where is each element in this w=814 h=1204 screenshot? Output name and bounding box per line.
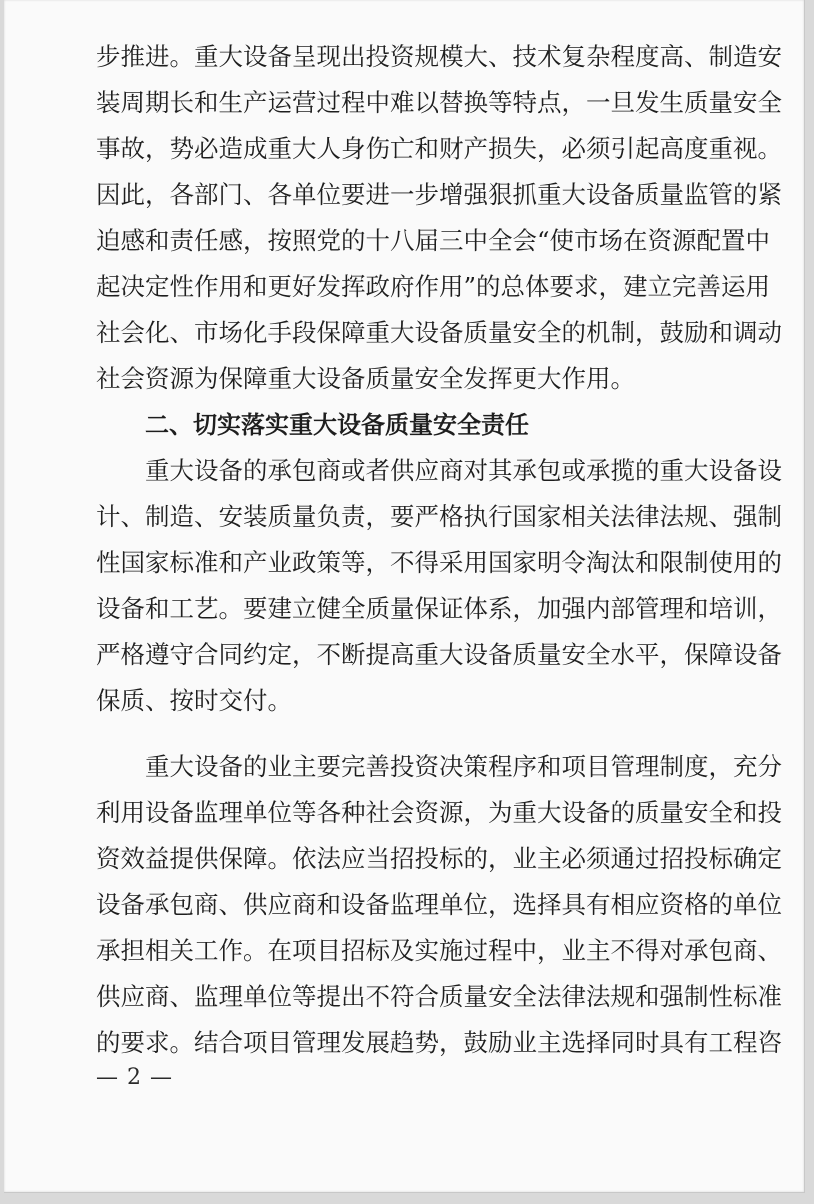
body-line: 因此，各部门、各单位要进一步增强狠抓重大设备质量监管的紧: [96, 180, 782, 209]
body-line: 设备和工艺。要建立健全质量保证体系，加强内部管理和培训，: [96, 594, 782, 623]
body-line: 供应商、监理单位等提出不符合质量安全法律法规和强制性标准: [96, 982, 782, 1011]
body-line: 的要求。结合项目管理发展趋势，鼓励业主选择同时具有工程咨: [96, 1028, 782, 1057]
body-line: 重大设备的业主要完善投资决策程序和项目管理制度，充分: [145, 752, 782, 781]
document-page: [4, 0, 805, 1193]
body-line: 保质、按时交付。: [96, 686, 292, 715]
body-line: 步推进。重大设备呈现出投资规模大、技术复杂程度高、制造安: [96, 42, 782, 71]
body-line: 社会化、市场化手段保障重大设备质量安全的机制，鼓励和调动: [96, 318, 782, 347]
body-line: 严格遵守合同约定，不断提高重大设备质量安全水平，保障设备: [96, 640, 782, 669]
body-line: 装周期长和生产运营过程中难以替换等特点，一旦发生质量安全: [96, 88, 782, 117]
body-line: 设备承包商、供应商和设备监理单位，选择具有相应资格的单位: [96, 890, 782, 919]
body-line: 性国家标准和产业政策等，不得采用国家明令淘汰和限制使用的: [96, 548, 782, 577]
body-line: 资效益提供保障。依法应当招投标的，业主必须通过招投标确定: [96, 844, 782, 873]
body-line: 计、制造、安装质量负责，要严格执行国家相关法律法规、强制: [96, 502, 782, 531]
body-line: 社会资源为保障重大设备质量安全发挥更大作用。: [96, 364, 635, 393]
section-heading: 二、切实落实重大设备质量安全责任: [145, 411, 529, 439]
body-line: 事故，势必造成重大人身伤亡和财产损失，必须引起高度重视。: [96, 134, 782, 163]
body-line: 迫感和责任感，按照党的十八届三中全会“使市场在资源配置中: [96, 226, 771, 255]
page-number: — 2 —: [96, 1065, 173, 1090]
body-line: 重大设备的承包商或者供应商对其承包或承揽的重大设备设: [145, 456, 782, 485]
body-line: 利用设备监理单位等各种社会资源，为重大设备的质量安全和投: [96, 798, 782, 827]
body-line: 承担相关工作。在项目招标及实施过程中，业主不得对承包商、: [96, 936, 782, 965]
body-line: 起决定性作用和更好发挥政府作用”的总体要求，建立完善运用: [96, 272, 771, 301]
